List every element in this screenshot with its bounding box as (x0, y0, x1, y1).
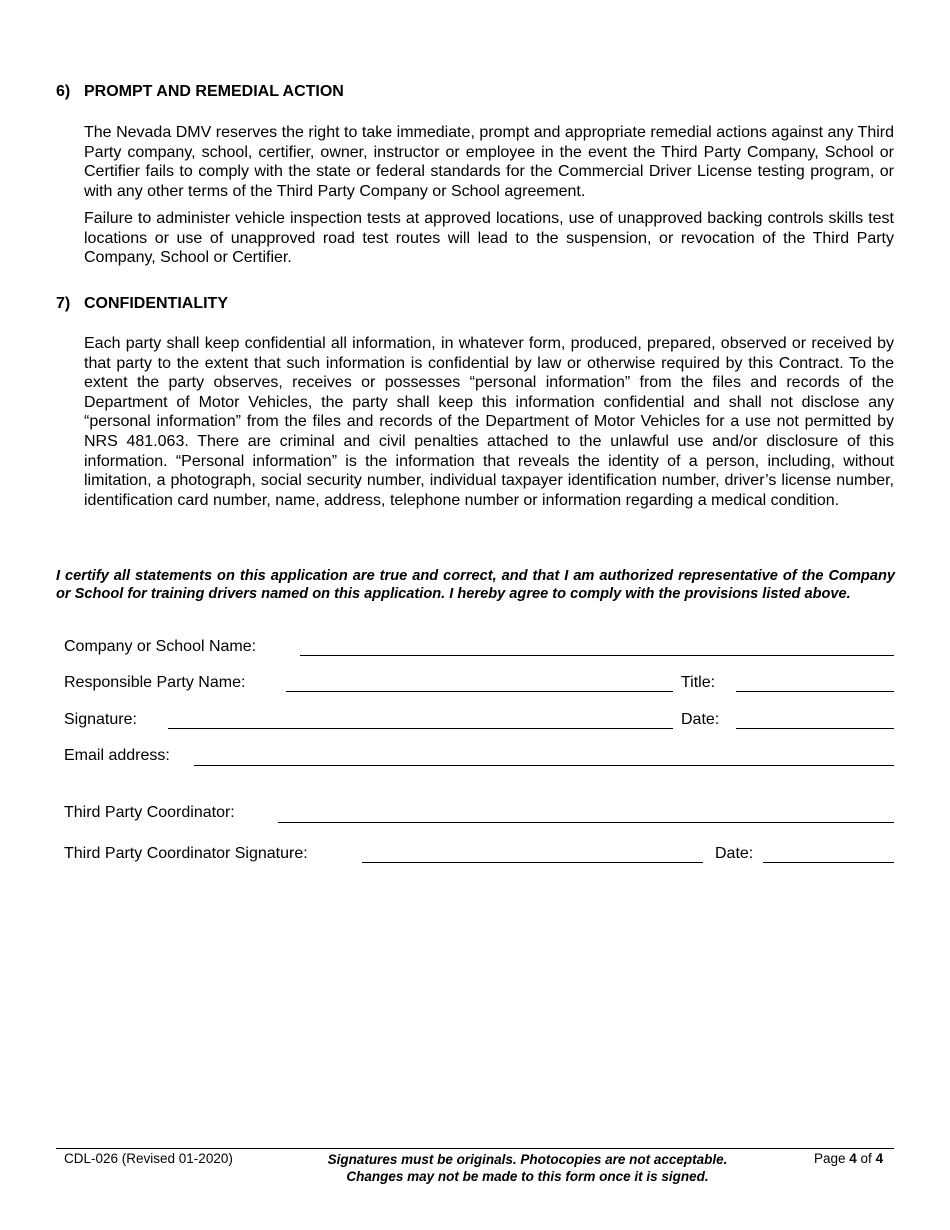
signature-notice-line-2: Changes may not be made to this form once it is signed. (346, 1169, 709, 1184)
date-field[interactable] (736, 728, 894, 729)
section-7-title: CONFIDENTIALITY (84, 295, 228, 312)
page-of: of (856, 1151, 876, 1166)
signature-notice-line-1: Signatures must be originals. Photocopies are not acceptable. (327, 1152, 728, 1167)
signature-label: Signature: (64, 711, 137, 728)
section-6-paragraph-2: Failure to administer vehicle inspection tests at approved locations, use of unapproved backing controls skills test locations or use of unapproved road test routes will lead to the suspension, or revocation of the Third Party Company, School or Certifier. (84, 210, 894, 267)
form-identifier: CDL-026 (Revised 01-2020) (64, 1151, 233, 1166)
section-6-paragraph-1: The Nevada DMV reserves the right to take immediate, prompt and appropriate remedial actions against any Third Party company, school, certifier, owner, instructor or employee in the event the Third Party Company, School or Certifier fails to comply with the state or federal standards for the Commercial Driver License testing program, or with any other terms of the Third Party Company or School agreement. (84, 124, 894, 200)
coordinator-signature-field[interactable] (362, 862, 703, 863)
email-field[interactable] (194, 765, 894, 766)
signature-field[interactable] (168, 728, 673, 729)
signature-notice (290, 1151, 765, 1185)
date-label: Date: (681, 711, 720, 728)
section-7-paragraph: Each party shall keep confidential all information, in whatever form, produced, prepared, observed or received by that party to the extent that such information is confidential by law or otherwise required by this Contract. To the extent the party observes, receives or possesses “personal information” from the files and records of the Department of Motor Vehicles, the party shall keep this information confidential and shall not disclose any “personal information” from the files and records of the Department of Motor Vehicles for a use not permitted by NRS 481.063. There are criminal and civil penalties attached to the unlawful use and/or disclosure of this information. “Personal information” is the information that reveals the identity of a person, including, without limitation, a photograph, social security number, individual taxpayer identification number, driver’s license number, identification card number, name, address, telephone number or information regarding a medical condition. (84, 335, 894, 509)
footer-divider (56, 1148, 894, 1149)
responsible-party-field[interactable] (286, 691, 673, 692)
email-label: Email address: (64, 747, 170, 764)
coordinator-label: Third Party Coordinator: (64, 804, 235, 821)
responsible-party-label: Responsible Party Name: (64, 674, 246, 691)
section-7-number: 7) (56, 295, 71, 312)
title-field[interactable] (736, 691, 894, 692)
coordinator-date-label: Date: (715, 845, 754, 862)
page-prefix: Page (814, 1151, 850, 1166)
title-label: Title: (681, 674, 716, 691)
coordinator-signature-label: Third Party Coordinator Signature: (64, 845, 308, 862)
company-name-label: Company or School Name: (64, 638, 257, 655)
page-number (814, 1151, 883, 1166)
certification-statement: I certify all statements on this application are true and correct, and that I am authorized representative of the Company or School for training drivers named on this application. I hereby agree to comply with the provisions listed above. (56, 568, 895, 602)
coordinator-date-field[interactable] (763, 862, 894, 863)
page-total: 4 (875, 1151, 884, 1166)
page-current: 4 (849, 1151, 857, 1166)
coordinator-field[interactable] (278, 822, 894, 823)
section-6-title: PROMPT AND REMEDIAL ACTION (84, 83, 344, 100)
company-name-field[interactable] (300, 655, 894, 656)
section-6-number: 6) (56, 83, 71, 100)
